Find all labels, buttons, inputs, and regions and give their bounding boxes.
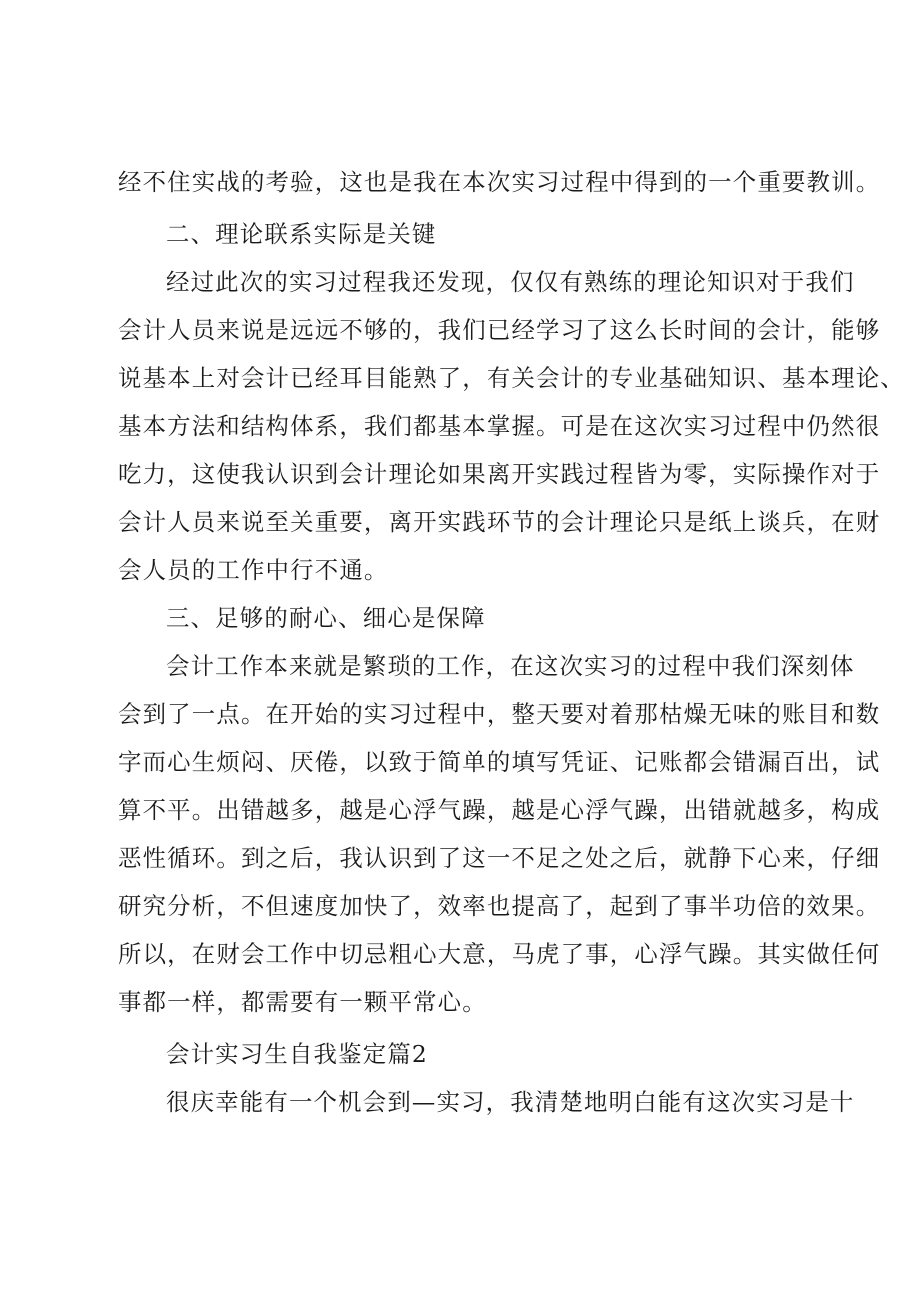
paragraph-line: 恶性循环。到之后，我认识到了这一不足之处之后，就静下心来，仔细 [118,844,881,872]
paragraph-line: 所以，在财会工作中切忌粗心大意，马虎了事，心浮气躁。其实做任何 [118,940,881,968]
paragraph-line: 会人员的工作中行不通。 [118,556,389,584]
section-heading: 三、足够的耐心、细心是保障 [166,604,486,632]
paragraph-line: 吃力，这使我认识到会计理论如果离开实践过程皆为零，实际操作对于 [118,460,881,488]
paragraph-line: 会计人员来说至关重要，离开实践环节的会计理论只是纸上谈兵，在财 [118,508,881,536]
paragraph-line: 字而心生烦闷、厌倦，以致于简单的填写凭证、记账都会错漏百出，试 [118,748,881,776]
article-title: 会计实习生自我鉴定篇2 [166,1040,428,1068]
paragraph-line: 说基本上对会计已经耳目能熟了，有关会计的专业基础知识、基本理论、 [118,364,905,392]
paragraph-line: 经不住实战的考验，这也是我在本次实习过程中得到的一个重要教训。 [118,168,881,196]
paragraph-line: 事都一样，都需要有一颗平常心。 [118,988,487,1016]
paragraph-line: 基本方法和结构体系，我们都基本掌握。可是在这次实习过程中仍然很 [118,412,881,440]
section-heading: 二、理论联系实际是关键 [166,220,437,248]
paragraph-line: 会计工作本来就是繁琐的工作，在这次实习的过程中我们深刻体 [166,652,855,680]
paragraph-line: 会到了一点。在开始的实习过程中，整天要对着那枯燥无味的账目和数 [118,700,881,728]
paragraph-line: 经过此次的实习过程我还发现，仅仅有熟练的理论知识对于我们 [166,268,855,296]
paragraph-line: 算不平。出错越多，越是心浮气躁，越是心浮气躁，出错就越多，构成 [118,796,881,824]
paragraph-line: 会计人员来说是远远不够的，我们已经学习了这么长时间的会计，能够 [118,316,881,344]
paragraph-line: 很庆幸能有一个机会到—实习，我清楚地明白能有这次实习是十 [166,1088,855,1116]
paragraph-line: 研究分析，不但速度加快了，效率也提高了，起到了事半功倍的效果。 [118,892,881,920]
